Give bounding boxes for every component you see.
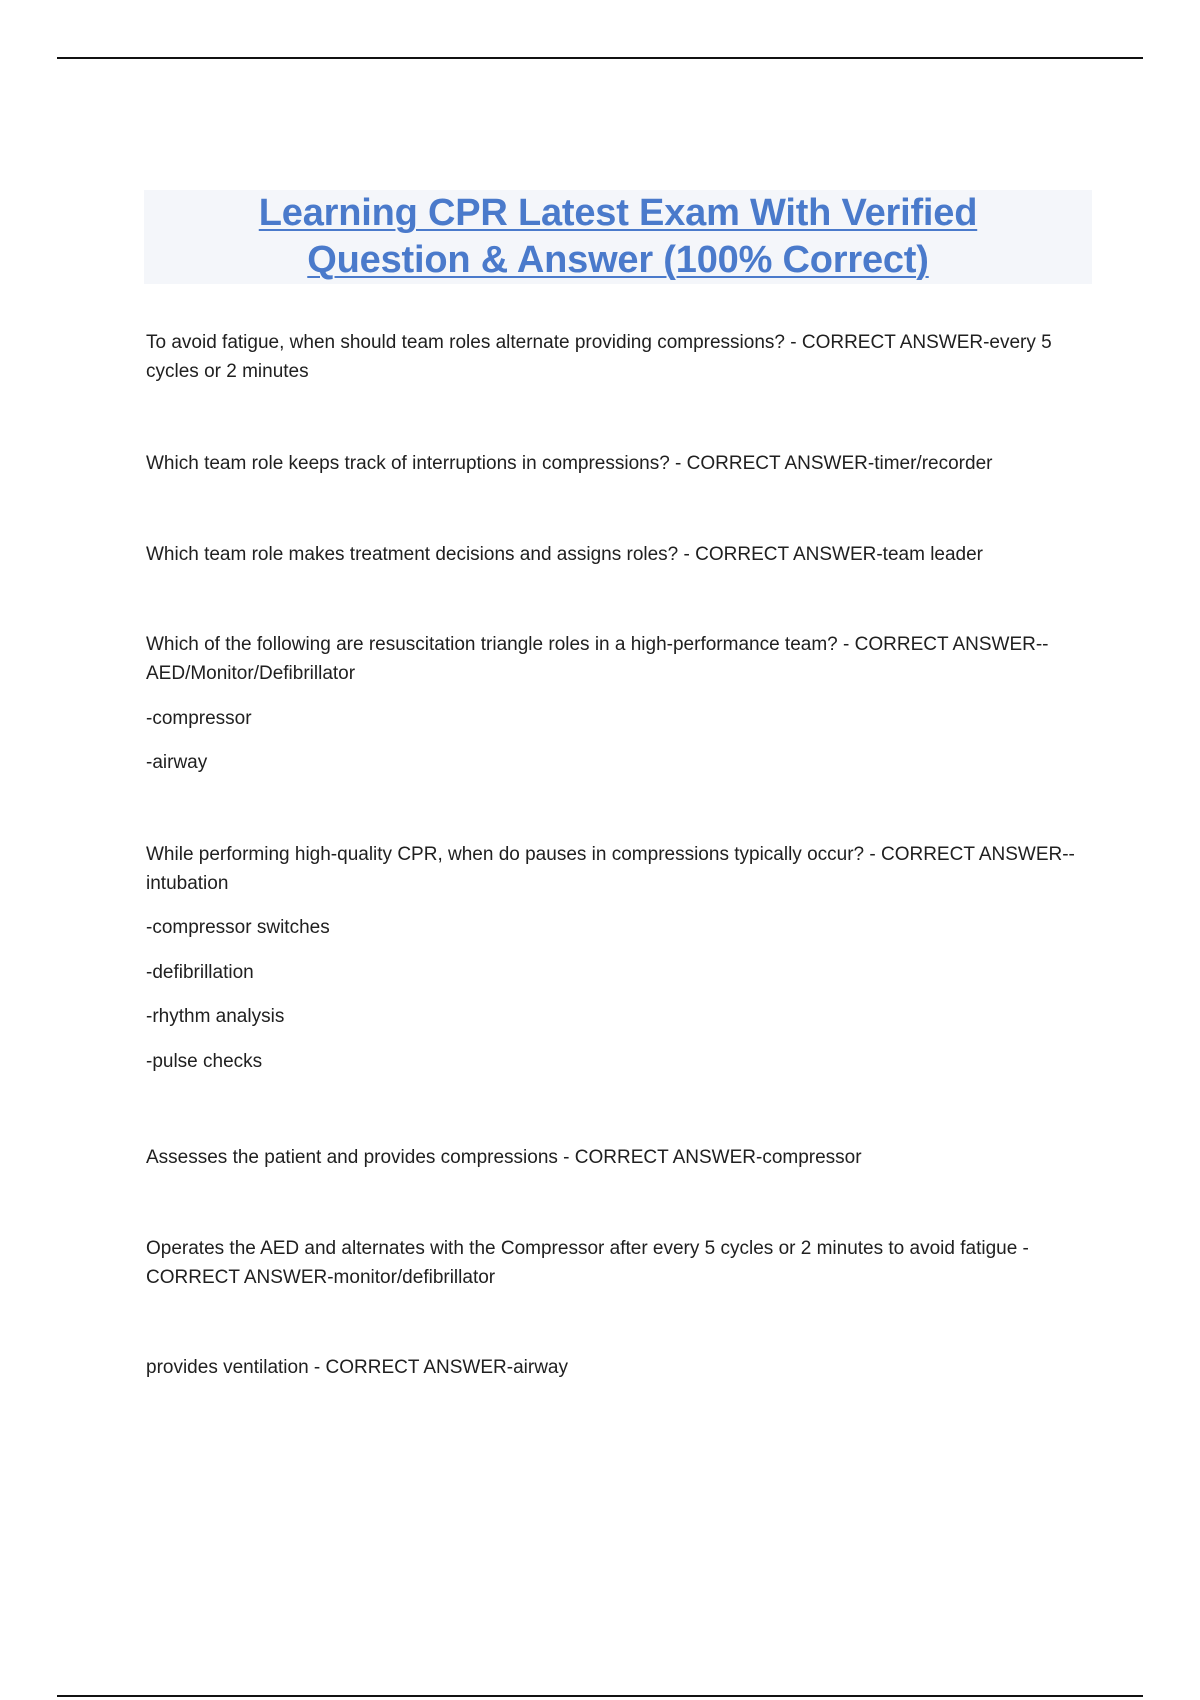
qa-item-2 (146, 449, 1101, 478)
qa-item-4 (146, 630, 1101, 777)
qa-text: Operates the AED and alternates with the Compressor after every 5 cycles or 2 minutes to avoid fatigue - CORRECT ANSWER-monitor/defibrillator (146, 1238, 1029, 1288)
answer-line: -rhythm analysis (146, 1006, 285, 1027)
qa-item-8 (146, 1353, 1101, 1382)
qa-text: Which team role keeps track of interruptions in compressions? - CORRECT ANSWER-timer/recorder (146, 453, 993, 474)
qa-item-3 (146, 540, 1101, 569)
answer-line: -compressor switches (146, 917, 330, 938)
title-banner (144, 190, 1092, 284)
qa-text: To avoid fatigue, when should team roles alternate providing compressions? - CORRECT ANSWER-every 5 cycles or 2 minutes (146, 332, 1052, 382)
header-rule (57, 57, 1143, 59)
answer-line: -airway (146, 752, 208, 773)
qa-text: While performing high-quality CPR, when do pauses in compressions typically occur? - CORRECT ANSWER--intubation (146, 844, 1075, 894)
document-title-line-2: Question & Answer (100% Correct) (307, 239, 929, 281)
qa-item-6 (146, 1143, 1101, 1172)
qa-item-7 (146, 1234, 1101, 1292)
qa-text: Assesses the patient and provides compressions - CORRECT ANSWER-compressor (146, 1147, 862, 1168)
qa-text: Which of the following are resuscitation triangle roles in a high-performance team? - CORRECT ANSWER--AED/Monitor/Defibrillator (146, 634, 1049, 684)
document-title-line-1: Learning CPR Latest Exam With Verified (258, 192, 978, 234)
answer-line: -compressor (146, 708, 252, 729)
qa-item-5 (146, 840, 1101, 1076)
footer-rule (57, 1695, 1143, 1697)
qa-text: provides ventilation - CORRECT ANSWER-airway (146, 1357, 568, 1378)
answer-line: -defibrillation (146, 962, 254, 983)
qa-text: Which team role makes treatment decisions and assigns roles? - CORRECT ANSWER-team leader (146, 544, 984, 565)
answer-line: -pulse checks (146, 1051, 263, 1072)
qa-item-1 (146, 328, 1101, 386)
